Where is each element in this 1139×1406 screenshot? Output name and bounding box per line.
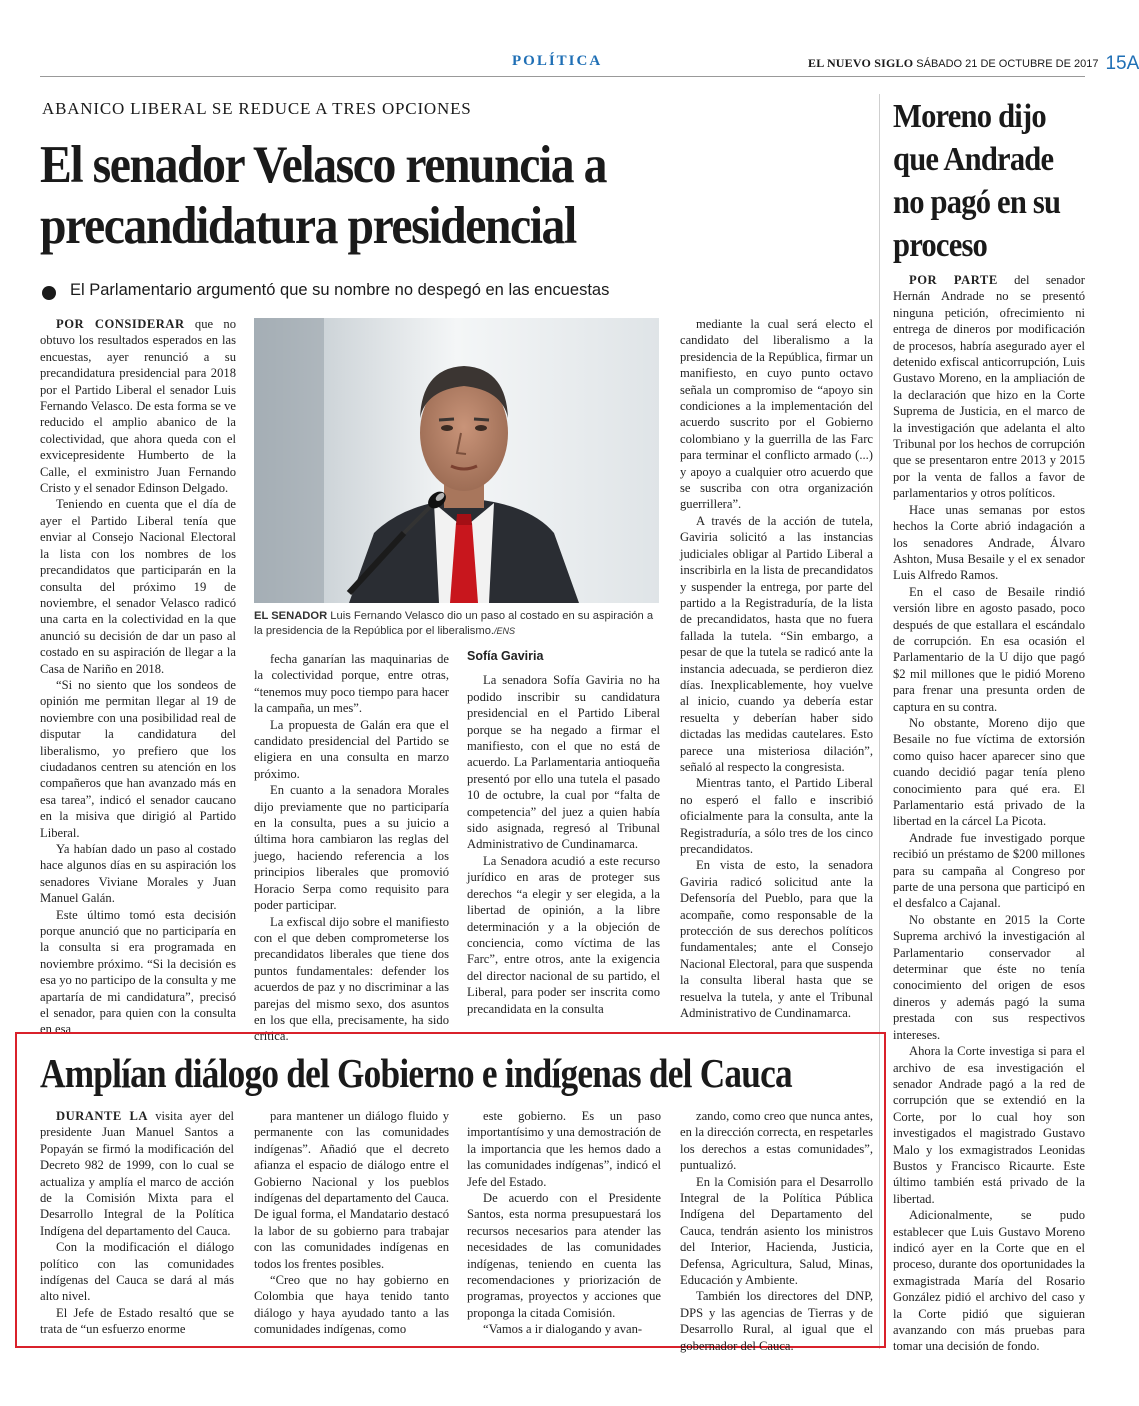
paragraph (680, 1288, 873, 1354)
paragraph-text: La exfiscal dijo sobre el manifiesto con el que deben comprometerse los precandidatos liberales que tiene dos puntos fundamentales: defender los acuerdos de paz y no discriminar a las parejas del mismo sexo, dos asuntos en los que ella, precisamente, ha sido crítica. (254, 914, 449, 1044)
paragraph (680, 1108, 873, 1174)
paragraph-text: visita ayer del presidente Juan Manuel Santos a Popayán se firmó la modificación del Decreto 982 de 1999, con lo cual se actualiza y amplía el marco de acción de la Comisión Mixta para el Desarrollo Integral de la Política Indígena del departamento del Cauca. (40, 1109, 234, 1238)
paragraph-text: “Si no siento que los sondeos de opinión me permitan llegar al 19 de noviembre con una posibilidad real de disputar la candidatura del liberalismo, yo prefiero que los ciudadanos centren su atención en los compañeros que han avanzado más en esa tarea”, indicó el senador caucano en la misiva que dirigió al Partido Liberal. (40, 677, 236, 840)
paragraph (467, 672, 660, 852)
caption-lead: EL SENADOR (254, 610, 328, 622)
paragraph-text: Con la modificación el diálogo político con las comunidades indígenas del Cauca se dará al más alto nivel. (40, 1240, 234, 1304)
paragraph-text: del senador Hernán Andrade no se presentó ninguna petición, ofrecimiento ni entrega de dineros por modificación de procesos, habría asegurado ayer el detenido exfiscal anticorrupción, Luis Gustavo Moreno, en la ampliación de la declaración que hizo en la Corte Suprema de Justicia, en el marco de la investigación que adelanta el alto Tribunal por los hechos de corrupción que se presentaron entre 2013 y 2015 por la venta de fallos a favor de parlamentarios y otros políticos. (893, 273, 1085, 501)
paragraph-text: De acuerdo con el Presidente Santos, esta norma presupuestará los recursos necesarios para atender las necesidades de las comunidades indígenas, teniendo en cuenta las recomendaciones y priorización de programas, proyectos y acciones que proponga la citada Comisión. (467, 1191, 661, 1320)
paragraph-text: este gobierno. Es un paso importantísimo y una demostración de la importancia que les hemos dado a las comunidades indígenas”, indicó el Jefe del Estado. (467, 1109, 661, 1189)
paragraph (40, 677, 236, 841)
paragraph-text: La propuesta de Galán era que el candidato presidencial del Partido se eligiera en una consulta en marzo próximo. (254, 717, 449, 781)
story-kicker: ABANICO LIBERAL SE REDUCE A TRES OPCIONES (42, 99, 472, 118)
paragraph-text: Ya habían dado un paso al costado hace algunos días en su aspiración los senadores Viviane Morales y Juan Manuel Galán. (40, 842, 236, 906)
paragraph (254, 1108, 449, 1272)
paragraph-text: El Jefe de Estado resaltó que se trata de “un esfuerzo enorme (40, 1305, 234, 1337)
paragraph (254, 717, 449, 783)
paragraph (467, 1321, 661, 1337)
paragraph (893, 1207, 1085, 1355)
story-column-3 (467, 638, 660, 1030)
paragraph (40, 1239, 234, 1305)
paragraph (40, 316, 236, 496)
paragraph (254, 914, 449, 1045)
paragraph-text: En cuanto a la senadora Morales dijo previamente que no participaría en la consulta, pues a su juicio a última hora cambiaron las reglas del juego, haciendo referencia a los principios liberales que promovió Horacio Serpa como requisito para poder participar. (254, 783, 449, 913)
paragraph (467, 1108, 661, 1190)
paragraph-text: fecha ganarían las maquinarias de la colectividad porque, entre otras, “tenemos muy poco tiempo para hacer la campaña, un mes”. (254, 652, 449, 716)
photo-credit: /ENS (494, 626, 516, 636)
paragraph-text: Andrade fue investigado porque recibió un préstamo de $200 millones para su campaña al Congreso por parte de una persona que participó en el desfalco a Cajanal. (893, 830, 1085, 911)
story-headline: El senador Velasco renuncia a precandidatura presidencial (40, 136, 607, 255)
sidebar-headline: Moreno dijo que Andrade no pagó en su proceso (893, 98, 1061, 264)
paragraph (893, 272, 1085, 502)
paragraph (254, 651, 449, 717)
paragraph (467, 1190, 661, 1321)
paragraph (893, 502, 1085, 584)
paragraph (254, 782, 449, 913)
paragraph-text: para mantener un diálogo fluido y permanente con las comunidades indígenas”. Añadió que el decreto afianza el espacio de diálogo entre el Gobierno Nacional y los pueblos indígenas del departamento del Cauca. De igual forma, el Mandatario destacó la labor de su gobierno para trabajar con las comunidades indígenas en todos los frentes posibles. (254, 1109, 449, 1271)
paragraph (680, 316, 873, 513)
paragraph-text: No obstante, Moreno dijo que Besaile no fue víctima de extorsión como quiso hacer aparecer sino que cuando decidió pagar tenía pleno conocimiento para qué era. El Parlamentario está privado de la libertad en la cárcel La Picota. (893, 715, 1085, 829)
paragraph-text: Ahora la Corte investiga si para el archivo de esa investigación el senador Andrade pagó a la red de corrupción que se extendió en la Corte, por lo cual hoy son investigados el magistrado Gustavo Malo y los exmagistrados Leonidas Bustos y Francisco Ricaurte. Este último también está privado de la libertad. (893, 1044, 1085, 1206)
paragraph-lead: POR PARTE (909, 273, 998, 287)
paragraph-text: La senadora Sofía Gaviria no ha podido inscribir su candidatura presidencial en el Partido Liberal porque se ha negado a firmar el manifiesto, con el que no está de acuerdo. La Parlamentaria antioqueña presentó por ello una tutela el pasado 10 de octubre, la cual por “falta de competencia” del juez a quien había sido asignada, regresó al Tribunal Administrativo de Cundinamarca. (467, 673, 660, 852)
paragraph (680, 775, 873, 857)
boxed-column-3 (467, 1108, 661, 1340)
paragraph (254, 1272, 449, 1338)
paragraph-text: “Creo que no hay gobierno en Colombia que haya tenido tanto diálogo y haya ayudado tanto a las comunidades indígenas, como (254, 1273, 449, 1337)
paragraph (680, 857, 873, 1021)
paragraph-text: En la Comisión para el Desarrollo Integral de la Política Pública Indígena del Departamento del Cauca, tendrán asiento los ministros del Interior, Hacienda, Justicia, Defensa, Agricultura, Salud, Minas, Educación y Ambiente. (680, 1174, 873, 1288)
paragraph (40, 1305, 234, 1338)
page-number: 15A (1105, 53, 1139, 74)
page-header-info (808, 51, 1139, 73)
paragraph-text: También los directores del DNP, DPS y las agencias de Tierras y de Desarrollo Rural, al igual que el gobernador del Cauca. (680, 1289, 873, 1353)
paragraph (893, 1043, 1085, 1207)
story-column-1 (40, 316, 236, 1037)
paragraph-text: Hace unas semanas por estos hechos la Corte abrió indagación a los senadores Andrade, Álvaro Ashton, Musa Besaile y el ex senador Luis Alfredo Ramos. (893, 502, 1085, 583)
paragraph-lead: POR CONSIDERAR (56, 317, 185, 331)
paragraph (40, 841, 236, 907)
paragraph (680, 1174, 873, 1289)
boxed-column-1 (40, 1108, 234, 1340)
paragraph-text: zando, como creo que nunca antes, en la dirección correcta, en respetarles los derechos a estas comunidades”, puntualizó. (680, 1109, 873, 1173)
section-subhead: Sofía Gaviria (467, 649, 544, 663)
paragraph (40, 1108, 234, 1239)
paragraph (893, 912, 1085, 1043)
paragraph-text: mediante la cual será electo el candidato del liberalismo a la presidencia de la República, firmar un manifiesto, en cuyo punto octavo señala un compromiso de “apoyo sin condiciones a la implementación del acuerdo suscrito por el Gobierno colombiano y la guerrilla de las Farc para terminar el conflicto armado (...) y apoyo a cualquier otro acuerdo que se suscriba con otra organización guerrillera”. (680, 317, 873, 512)
senator-portrait-image (254, 318, 659, 603)
paragraph-text: No obstante en 2015 la Corte Suprema archivó la investigación al Parlamentario conservador al determinar que éste no tenía conocimiento del origen de esos dineros y además pagó la suma prestada con sus respectivos intereses. (893, 912, 1085, 1042)
paragraph (893, 830, 1085, 912)
senator-photo (254, 318, 659, 603)
issue-date: SÁBADO 21 DE OCTUBRE DE 2017 (916, 58, 1099, 70)
photo-caption (254, 609, 664, 639)
boxed-column-4 (680, 1108, 873, 1353)
paragraph (467, 853, 660, 1017)
sidebar-column (893, 272, 1085, 1352)
boxed-story-headline: Amplían diálogo del Gobierno e indígenas del Cauca (40, 1050, 792, 1096)
paragraph-text: En vista de esto, la senadora Gaviria radicó solicitud ante la Defensoría del Pueblo, para que la acompañe, como responsable de la protección de sus derechos políticos fundamentales; ante el Consejo Nacional Electoral, para que suspenda la consulta liberal hasta que se resuelva la tutela, y ante el Tribunal Administrativo de Cundinamarca. (680, 858, 873, 1021)
paragraph-text: Teniendo en cuenta que el día de ayer el Partido Liberal tenía que enviar al Consejo Nacional Electoral la lista con los nombres de los precandidatos que participarán en la consulta del próximo 19 de noviembre, el senador Velasco radicó una carta en la colectividad en la que anunció su decisión de dar un paso al costado en su aspiración de llegar a la Casa de Nariño en 2018. (40, 497, 236, 676)
paragraph-text: A través de la acción de tutela, Gaviria solicitó a las instancias judiciales obligar al Partido Liberal a inscribirla en la lista de precandidatos y suspender la entrega, por parte del partido a la Registraduría, de la lista de precandidatos, hasta que no fuera fallada la tutela. “Sin embargo, a pesar de que la tutela se radicó ante la instancia adecuada, se perdieron diez días. Inexplicablemente, hoy vuelve al inicio, cuando ya debería estar resuelta y deberían haber sido dictadas las medidas cautelares. Esto parece una misteriosa dilación”, señaló al respecto la congresista. (680, 513, 873, 774)
paragraph-text: que no obtuvo los resultados esperados en las encuestas, ayer renunció a su precandidatura presidencial para 2018 por el Partido Liberal el senador Luis Fernando Velasco. De esta forma se ve reducido el amplio abanico de la colectividad, que ahora queda con el exvicepresidente Humberto de la Calle, el exministro Juan Fernando Cristo y el senador Edinson Delgado. (40, 317, 236, 496)
summary-bullet-icon (42, 286, 56, 300)
caption-text: Luis Fernando Velasco dio un paso al costado en su aspiración a la presidencia de la República por el liberalismo. (254, 610, 654, 637)
paragraph-text: Adicionalmente, se pudo establecer que Luis Gustavo Moreno indicó ayer en la Corte que en el proceso, durante dos oportunidades la exmagistrada María del Rosario González pidió el archivo del caso y la Corte pidió que siguieran avanzando con más pruebas para tomar una decisión de fondo. (893, 1208, 1085, 1354)
paragraph (893, 584, 1085, 715)
paragraph-text: Mientras tanto, el Partido Liberal no esperó el fallo e inscribió oficialmente para la consulta, ante la Registraduría, a sólo tres de los cinco precandidatos. (680, 776, 873, 856)
story-summary: El Parlamentario argumentó que su nombre no despegó en las encuestas (70, 281, 610, 299)
paragraph (893, 715, 1085, 830)
header-rule (40, 76, 1085, 77)
paragraph-text: En el caso de Besaile rindió versión libre en agosto pasado, poco después de que estallara el escándalo de corrupción. En esa ocasión el Parlamentario de la U dijo que pagó $2 mil millones que le pidió Moreno para frenar una presunta orden de captura en su contra. (893, 584, 1085, 714)
paragraph-lead: DURANTE LA (56, 1109, 148, 1123)
paragraph-text: Este último tomó esta decisión porque anunció que no participaría en la consulta si era programada en noviembre próximo. “Si la decisión es esa yo no participo de la consulta y me apartaría de mi candidatura”, precisó el senador, para quien con la consulta en esa (40, 907, 236, 1037)
newspaper-name: EL NUEVO SIGLO (808, 56, 914, 70)
paragraph (40, 496, 236, 676)
paragraph-text: “Vamos a ir dialogando y avan- (483, 1322, 643, 1337)
section-label: POLÍTICA (512, 53, 603, 69)
story-column-2 (254, 651, 449, 1044)
story-column-4 (680, 316, 873, 1030)
paragraph (40, 907, 236, 1038)
paragraph (680, 513, 873, 776)
paragraph-text: La Senadora acudió a este recurso jurídico en aras de proteger sus derechos “a elegir y ser elegida, a la libertad de opinión, a la libre determinación y a la objeción de conciencia, como víctima de las Farc”, entre otros, ante la exigencia del director nacional de su partido, el Liberal, para poder ser inscrita como precandidata en la consulta (467, 853, 660, 1016)
boxed-column-2 (254, 1108, 449, 1340)
